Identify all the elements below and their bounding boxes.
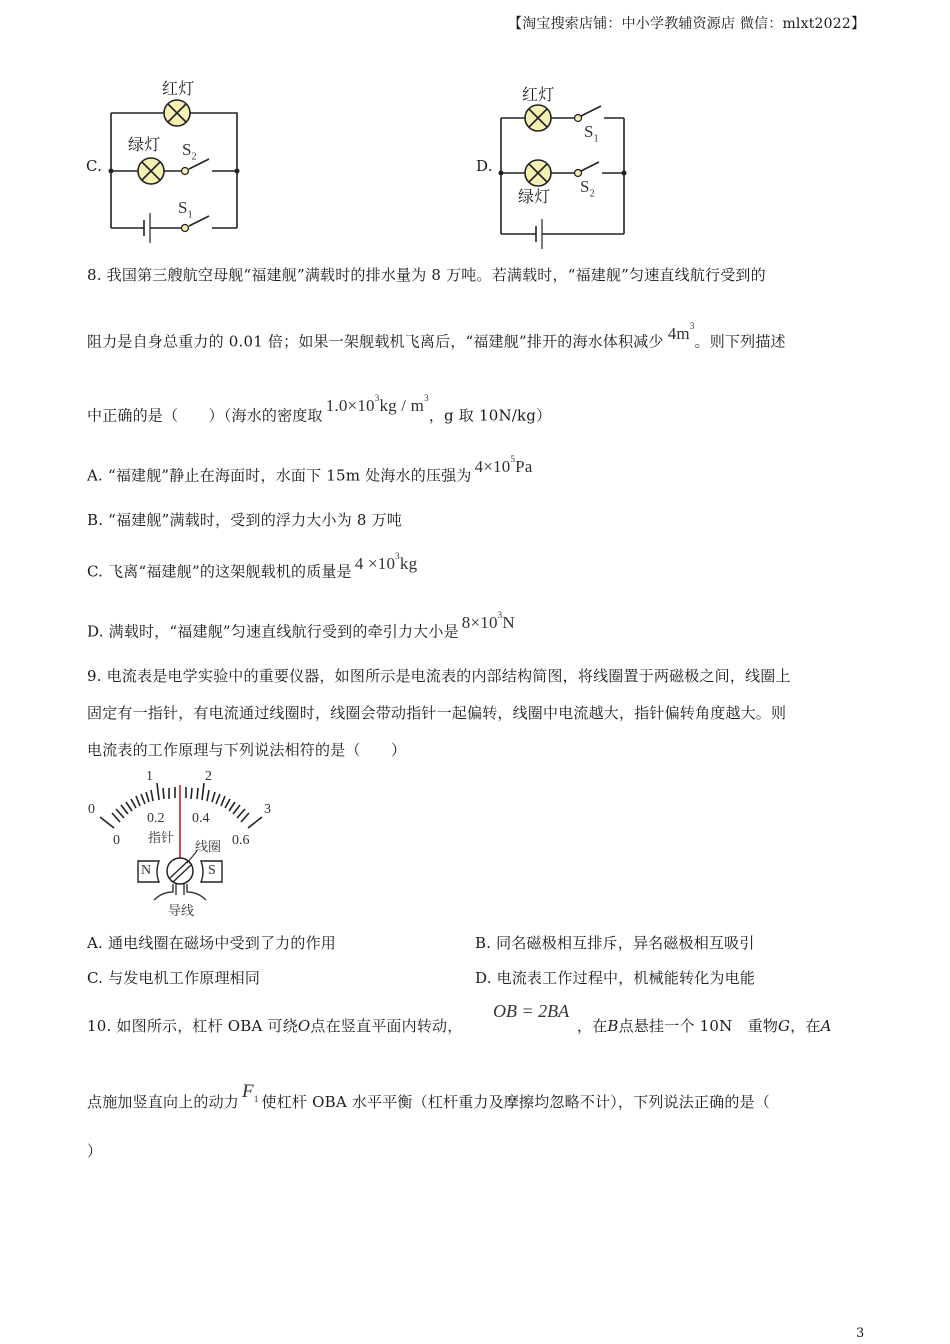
lower-scale-0-2: 0.2 — [147, 811, 165, 826]
pole-n-label: N — [141, 863, 152, 878]
q8-option-a-value: 4×10 — [474, 456, 511, 476]
lower-scale-0: 0 — [113, 833, 120, 848]
page-header-watermark: 【淘宝搜索店铺：中小学教辅资源店 微信：mlxt2022】 — [508, 16, 866, 32]
q8-volume-exponent: 3 — [689, 321, 695, 331]
q8-option-a-exponent: 5 — [510, 454, 516, 464]
q10-force-f1 — [242, 1081, 259, 1102]
q8-option-d-exponent: 3 — [497, 610, 503, 620]
q8-option-b[interactable]: B. “福建舰”满载时，受到的浮力大小为 8 万吨 — [87, 511, 402, 529]
q8-density-unit: kg / m — [379, 395, 425, 415]
switch-s1-subscript: 1 — [593, 133, 599, 145]
q8-option-c-value: 4 ×10 — [354, 553, 396, 573]
q10-stem-line-1 — [87, 1016, 462, 1036]
q8-stem-line-3-text: 中正确的是（ ）（海水的密度取 — [87, 406, 323, 425]
switch-s2-letter: S — [580, 177, 590, 196]
wire-icon — [154, 884, 206, 900]
q9-stem-line-1: 9. 电流表是电学实验中的重要仪器，如图所示是电流表的内部结构简图，将线圈置于两磁极之间，线圈上 — [87, 667, 791, 685]
switch-s2-label — [182, 140, 197, 167]
q8-option-d-value: 8×10 — [461, 612, 498, 632]
switch-s2-subscript: 2 — [191, 151, 197, 163]
lower-scale-0-4: 0.4 — [192, 811, 210, 826]
switch-s2-letter: S — [182, 140, 192, 159]
option-d-label: D. — [476, 157, 493, 175]
q8-option-a-text: A. “福建舰”静止在海面时，水面下 15m 处海水的压强为 — [87, 466, 472, 485]
q10-text-4: 点悬挂一个 10N 重物 — [618, 1017, 779, 1035]
red-lamp-label: 红灯 — [162, 79, 195, 98]
q10-force-letter: F — [242, 1081, 254, 1102]
q8-option-a[interactable] — [87, 454, 533, 486]
lower-scale-0-6: 0.6 — [232, 833, 250, 848]
q10-text-7: 使杠杆 OBA 水平平衡（杠杆重力及摩擦均忽略不计），下列说法正确的是（ — [261, 1093, 770, 1111]
q9-stem-line-3: 电流表的工作原理与下列说法相符的是（ ） — [87, 741, 407, 759]
switch-s1-label — [584, 122, 599, 149]
q10-weight-g: G — [778, 1017, 791, 1035]
upper-scale-0: 0 — [88, 802, 95, 817]
circuit-diagram-option-d — [474, 80, 644, 250]
q10-stem-line-2 — [87, 1081, 770, 1119]
red-lamp-icon — [525, 105, 551, 131]
q10-point-a: A — [820, 1017, 832, 1035]
coil-label: 线圈 — [195, 840, 222, 855]
green-lamp-icon — [525, 160, 551, 186]
q8-stem-line-2 — [87, 321, 786, 352]
q8-stem-line-2-end: 。则下列描述 — [694, 332, 786, 351]
switch-s2-subscript: 2 — [589, 188, 595, 200]
q10-point-b: B — [607, 1017, 619, 1035]
q8-density-unit-exponent: 3 — [424, 393, 429, 403]
q8-stem-line-3-end: ，g 取 10N/kg） — [428, 406, 552, 425]
q8-volume-formula — [667, 321, 695, 343]
coil-icon — [167, 858, 193, 884]
q9-stem-line-2: 固定有一指针，有电流通过线圈时，线圈会带动指针一起偏转，线圈中电流越大，指针偏转角度越大。则 — [87, 704, 787, 722]
q8-volume-value: 4m — [667, 323, 690, 343]
q8-option-d-text: D. 满载时，“福建舰”匀速直线航行受到的牵引力大小是 — [87, 622, 459, 641]
q8-density-formula — [325, 393, 429, 415]
q8-option-c-unit: kg — [399, 553, 418, 573]
switch-s2-label — [580, 177, 595, 204]
circuit-d-svg — [474, 80, 644, 250]
circuit-c-svg — [84, 74, 254, 249]
q8-option-c-text: C. 飞离“福建舰”的这架舰载机的质量是 — [87, 562, 352, 581]
q9-option-c[interactable]: C. 与发电机工作原理相同 — [87, 969, 261, 987]
q8-density-exponent: 3 — [374, 393, 380, 403]
green-lamp-icon — [138, 158, 164, 184]
q10-stem-line-3: ） — [87, 1142, 103, 1160]
switch-s1-subscript: 1 — [187, 209, 193, 221]
q8-option-d-unit: N — [502, 612, 515, 632]
ammeter-diagram — [84, 768, 284, 923]
q10-text-1: 10. 如图所示，杠杆 OBA 可绕 — [87, 1017, 298, 1035]
circuit-diagram-option-c — [84, 74, 254, 249]
q8-option-a-unit: Pa — [515, 456, 533, 476]
green-lamp-label: 绿灯 — [518, 187, 551, 206]
q8-stem-line-1: 8. 我国第三艘航空母舰“福建舰”满载时的排水量为 8 万吨。若满载时，“福建舰”匀速直线航行受到的 — [87, 266, 766, 284]
q8-option-a-formula — [474, 454, 533, 476]
switch-s1-letter: S — [178, 198, 188, 217]
q10-ratio-formula: OB = 2BA — [493, 1001, 570, 1021]
switch-s1-letter: S — [584, 122, 594, 141]
green-lamp-label: 绿灯 — [128, 135, 161, 154]
q9-option-b[interactable]: B. 同名磁极相互排斥，异名磁极相互吸引 — [475, 934, 755, 952]
red-lamp-label: 红灯 — [522, 85, 555, 104]
q10-text-3: ，在 — [577, 1017, 608, 1035]
q10-text-6: 点施加竖直向上的动力 — [87, 1093, 240, 1111]
pointer-label: 指针 — [148, 831, 175, 846]
q10-stem-line-1-cont — [577, 1016, 832, 1036]
page-number: 3 — [856, 1326, 865, 1341]
q10-text-2: 点在竖直平面内转动， — [310, 1017, 463, 1035]
upper-scale-3: 3 — [264, 802, 271, 817]
pole-s-label: S — [208, 863, 216, 878]
upper-scale-1: 1 — [146, 769, 153, 784]
upper-scale-2: 2 — [205, 769, 212, 784]
q10-text-5: ，在 — [790, 1017, 821, 1035]
q9-option-d[interactable]: D. 电流表工作过程中，机械能转化为电能 — [475, 969, 756, 987]
q8-option-c-formula — [354, 551, 418, 573]
q10-point-o: O — [297, 1017, 311, 1035]
wire-label: 导线 — [168, 904, 195, 919]
q8-stem-line-3 — [87, 393, 552, 426]
switch-s1-label — [178, 198, 193, 225]
red-lamp-icon — [164, 100, 190, 126]
q8-density-value: 1.0×10 — [325, 395, 375, 415]
q8-option-d[interactable] — [87, 610, 515, 642]
q8-option-d-formula — [461, 610, 515, 632]
q8-option-c[interactable] — [87, 551, 418, 582]
q10-force-subscript: 1 — [253, 1093, 259, 1104]
option-c-label: C. — [86, 157, 103, 175]
q9-option-a[interactable]: A. 通电线圈在磁场中受到了力的作用 — [87, 934, 336, 952]
q8-option-c-exponent: 3 — [395, 551, 400, 561]
q8-stem-line-2-text: 阻力是自身总重力的 0.01 倍；如果一架舰载机飞离后，“福建舰”排开的海水体积减少 — [87, 332, 664, 351]
